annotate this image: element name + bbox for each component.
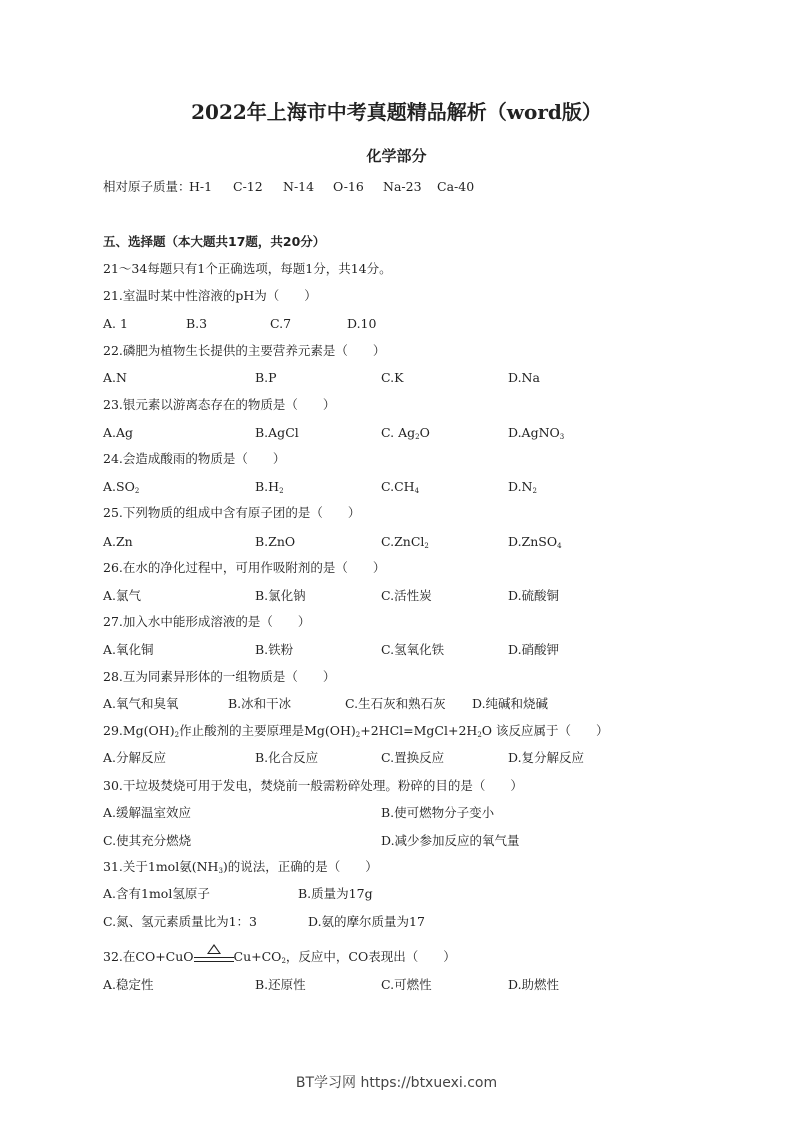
text-part: B.铁粉 (255, 642, 294, 657)
page-title: 2022年上海市中考真题精品解析（word版） (191, 100, 602, 124)
option-B (298, 886, 373, 902)
option-A (103, 914, 257, 930)
subscript: 2 (532, 487, 537, 495)
option-D (472, 696, 548, 712)
option-A (103, 534, 133, 550)
text-part: B.化合反应 (255, 750, 319, 765)
option-A (103, 316, 128, 332)
option-A (103, 805, 191, 821)
text-part: B.使可燃物分子变小 (381, 805, 495, 820)
subscript: 4 (414, 487, 420, 495)
subscript: 2 (424, 542, 429, 550)
text-part: D.10 (347, 316, 377, 331)
text-part: D.AgNO (508, 425, 560, 440)
option-C (270, 316, 291, 332)
text-part: 27.加入水中能形成溶液的是（ ） (103, 614, 311, 629)
text-part: 28.互为同素异形体的一组物质是（ ） (103, 669, 336, 684)
option-C (381, 370, 403, 386)
text-part: D.硫酸铜 (508, 588, 560, 603)
text-part: D.纯碱和烧碱 (472, 696, 549, 711)
option-D (508, 425, 564, 445)
option-B (255, 642, 293, 658)
subscript: 2 (134, 487, 140, 495)
option-A (103, 425, 133, 441)
option-A (103, 370, 127, 386)
text-part: B.3 (186, 316, 208, 331)
text-part: 25.下列物质的组成中含有原子团的是（ ） (103, 505, 361, 520)
question-text (103, 397, 335, 413)
text-part: C.生石灰和熟石灰 (345, 696, 446, 711)
option-A (103, 833, 191, 849)
text-part: A.氧气和臭氧 (103, 696, 179, 711)
atomic-mass-item: O-16 (333, 179, 364, 194)
text-part: +2HCl=MgCl+2H (360, 723, 478, 738)
question-text (103, 343, 385, 359)
text-part: D.氨的摩尔质量为17 (308, 914, 425, 929)
subscript: 2 (415, 433, 420, 441)
page-subtitle: 化学部分 (366, 147, 427, 165)
option-B (228, 696, 291, 712)
text-part: 29.Mg(OH) (103, 723, 175, 738)
text-part: Cu+CO (233, 949, 282, 964)
text-part: C.可燃性 (381, 977, 432, 992)
text-part: D.复分解反应 (508, 750, 585, 765)
text-part: C.置换反应 (381, 750, 445, 765)
text-part: C.活性炭 (381, 588, 432, 603)
text-part: A.缓解温室效应 (103, 805, 192, 820)
option-D (508, 479, 537, 499)
option-B (381, 833, 520, 849)
option-B (255, 425, 299, 441)
text-part: C.CH (381, 479, 415, 494)
question-text (103, 560, 385, 576)
text-part: D.N (508, 479, 533, 494)
option-C (345, 696, 446, 712)
text-part: ，反应中，CO表现出（ ） (285, 949, 456, 964)
subscript: 3 (218, 867, 223, 875)
option-B (255, 370, 277, 386)
atomic-mass-item: C-12 (233, 179, 263, 194)
option-D (508, 370, 540, 386)
text-part: )的说法，正确的是（ ） (222, 859, 378, 874)
option-B (186, 316, 207, 332)
option-C (381, 642, 444, 658)
text-part: C.氢氧化铁 (381, 642, 445, 657)
option-A (103, 977, 154, 993)
atomic-mass-item: Na-23 (383, 179, 422, 194)
text-part: 21.室温时某中性溶液的pH为（ ） (103, 288, 317, 303)
text-part: D.助燃性 (508, 977, 560, 992)
atomic-mass-item: Ca-40 (437, 179, 475, 194)
text-part: B.P (255, 370, 277, 385)
subscript: 2 (477, 731, 482, 739)
question-text (103, 669, 335, 685)
subscript: 2 (279, 487, 284, 495)
option-D (508, 642, 559, 658)
option-C (381, 588, 432, 604)
text-part: B.H (255, 479, 280, 494)
question-text (103, 778, 523, 794)
section-note: 21～34每题只有1个正确选项，每题1分，共14分。 (103, 261, 392, 276)
text-part: C.使其充分燃烧 (103, 833, 192, 848)
text-part: 24.会造成酸雨的物质是（ ） (103, 451, 286, 466)
atomic-mass-item: H-1 (189, 179, 213, 194)
text-part: B.ZnO (255, 534, 296, 549)
text-part: 30.干垃圾焚烧可用于发电，焚烧前一般需粉碎处理。粉碎的目的是（ ） (103, 778, 523, 793)
option-C (381, 534, 429, 554)
text-part: B.质量为17g (298, 886, 373, 901)
subscript: 3 (559, 433, 565, 441)
text-part: 22.磷肥为植物生长提供的主要营养元素是（ ） (103, 343, 386, 358)
text-part: C.ZnCl (381, 534, 425, 549)
option-B (255, 479, 284, 499)
text-part: A.含有1mol氢原子 (103, 886, 210, 901)
text-part: A.SO (103, 479, 135, 494)
option-B (255, 977, 306, 993)
option-D (508, 588, 559, 604)
text-part: C. Ag (381, 425, 416, 440)
option-D (508, 977, 559, 993)
question-text (103, 505, 360, 521)
text-part: B.AgCl (255, 425, 299, 440)
text-part: D.Na (508, 370, 540, 385)
option-D (347, 316, 376, 332)
question-text (103, 451, 285, 467)
text-part: B.还原性 (255, 977, 306, 992)
atomic-mass-item: N-14 (283, 179, 315, 194)
question-text (103, 949, 456, 969)
question-text (103, 288, 317, 304)
text-part: C.7 (270, 316, 292, 331)
text-part: 26.在水的净化过程中，可用作吸附剂的是（ ） (103, 560, 386, 575)
text-part: A.分解反应 (103, 750, 167, 765)
text-part: C.K (381, 370, 404, 385)
text-part: A.N (103, 370, 127, 385)
option-C (381, 479, 419, 499)
option-C (381, 425, 430, 445)
option-B (381, 805, 494, 821)
text-part: A.氯气 (103, 588, 142, 603)
subscript: 2 (174, 731, 180, 739)
text-part: B.冰和干冰 (228, 696, 292, 711)
question-text (103, 614, 310, 630)
text-part: 32.在CO+CuO (103, 949, 194, 964)
option-A (103, 588, 141, 604)
text-part: D.ZnSO (508, 534, 558, 549)
subscript: 2 (281, 957, 286, 965)
atomic-masses-label: 相对原子质量： (103, 179, 191, 194)
text-part: A.稳定性 (103, 977, 154, 992)
text-part: O 该反应属于（ ） (481, 723, 609, 738)
subscript: 4 (557, 542, 562, 550)
option-B (255, 534, 295, 550)
option-B (255, 750, 318, 766)
text-part: 31.关于1mol氨(NH (103, 859, 219, 874)
text-part: B.氯化钠 (255, 588, 306, 603)
text-part: 23.银元素以游离态存在的物质是（ ） (103, 397, 336, 412)
option-B (308, 914, 425, 930)
text-part: O (419, 425, 430, 440)
option-A (103, 696, 179, 712)
text-part: A.Ag (103, 425, 134, 440)
text-part: C.氮、氢元素质量比为1：3 (103, 914, 257, 929)
option-C (381, 977, 432, 993)
option-D (508, 750, 584, 766)
footer-watermark: BT学习网 https://btxuexi.com (295, 1075, 498, 1091)
option-B (255, 588, 306, 604)
subscript: 2 (355, 731, 361, 739)
option-A (103, 750, 166, 766)
question-text (103, 723, 609, 743)
text-part: D.硝酸钾 (508, 642, 560, 657)
option-C (381, 750, 444, 766)
option-A (103, 642, 154, 658)
text-part: 作止酸剂的主要原理是Mg(OH) (179, 723, 356, 738)
text-part: A.氧化铜 (103, 642, 154, 657)
section-heading: 五、选择题（本大题共17题，共20分） (103, 234, 326, 249)
heating-condition-icon (194, 952, 234, 964)
text-part: D.减少参加反应的氧气量 (381, 833, 520, 848)
option-A (103, 479, 139, 499)
question-text (103, 859, 378, 879)
text-part: A.Zn (103, 534, 133, 549)
option-A (103, 886, 210, 902)
text-part: A. 1 (103, 316, 128, 331)
option-D (508, 534, 562, 554)
